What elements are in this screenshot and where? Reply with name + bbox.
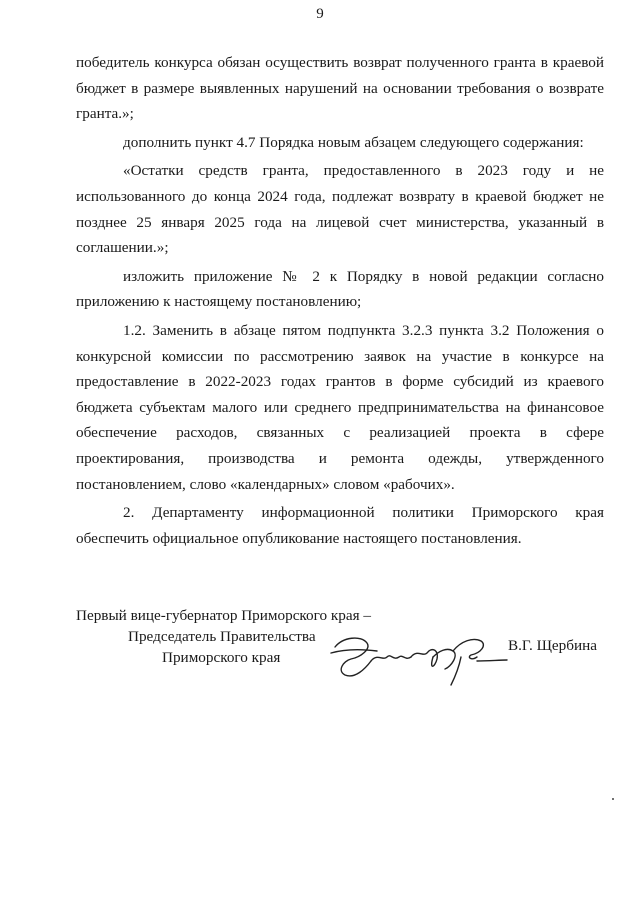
paragraph-add-clause: дополнить пункт 4.7 Порядка новым абзацем следующего содержания: (123, 133, 584, 151)
page-number: 9 (316, 6, 324, 22)
handwritten-signature (321, 627, 511, 689)
body-text (76, 50, 604, 551)
signatory-title-2: Председатель Правительства (128, 628, 316, 645)
paragraph-item-2: 2. Департаменту информационной политики Приморского края обеспечить официальное опубликование настоящего постановления. (76, 504, 604, 547)
paragraph-appendix: изложить приложение № 2 к Порядку в новой редакции согласно приложению к настоящему постановлению; (76, 267, 604, 311)
signatory-title-3: Приморского края (162, 649, 281, 666)
paragraph-grant-remainder: «Остатки средств гранта, предоставленного в 2023 году и не использованного до конца 2024 года, подлежат возврату в краевой бюджет не позднее 25 января 2025 года на лицевой счет министерства, указанный в соглашении.»; (76, 162, 604, 257)
signature-block (76, 607, 636, 697)
scan-speck (612, 798, 614, 800)
signatory-title-1: Первый вице-губернатор Приморского края – (76, 607, 371, 624)
signatory-name: В.Г. Щербина (508, 637, 597, 654)
paragraph-item-1-2: 1.2. Заменить в абзаце пятом подпункта 3.2.3 пункта 3.2 Положения о конкурсной комиссии по рассмотрению заявок на участие в конкурсе на предоставление в 2022-2023 годах грантов в форме субсидий из краевого бюджета субъектам малого или среднего предпринимательства на финансовое обеспечение расходов, связанных с реализацией проекта в сфере проектирования, производства и ремонта одежды, утвержденного постановлением, слово «календарных» словом «рабочих». (76, 321, 604, 493)
paragraph-grant-return: победитель конкурса обязан осуществить возврат полученного гранта в краевой бюджет в размере выявленных нарушений на основании требования о возврате гранта.»; (76, 54, 604, 123)
